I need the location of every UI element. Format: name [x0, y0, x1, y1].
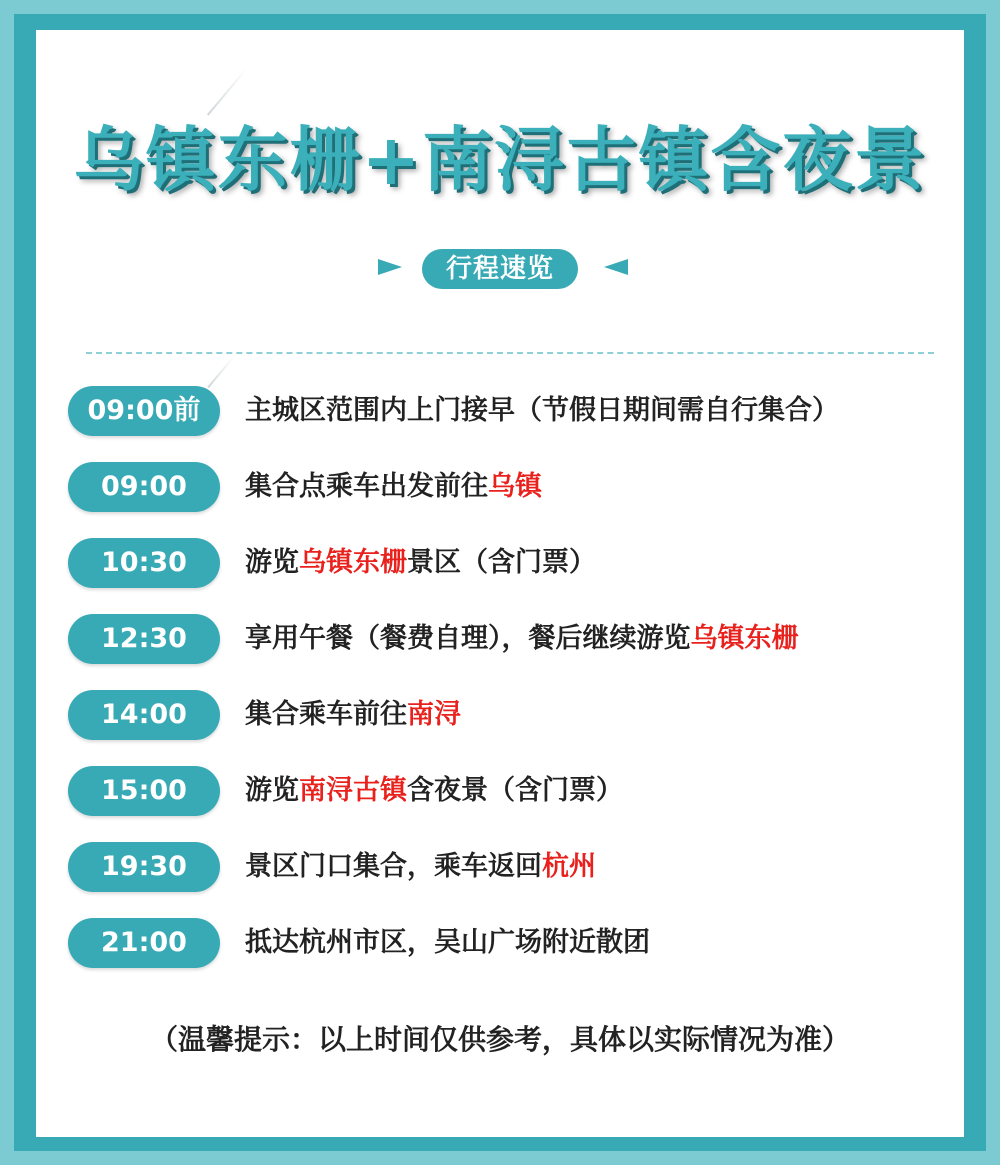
itinerary-description [245, 614, 799, 664]
section-title-badge: 行程速览 [422, 249, 578, 289]
itinerary-row [68, 462, 948, 512]
desc-text: 享用午餐（餐费自理），餐后继续游览 [245, 623, 691, 654]
dashed-divider [86, 352, 934, 354]
highlight-destination: 乌镇东栅 [690, 623, 799, 654]
highlight-destination: 乌镇东栅 [299, 547, 407, 578]
desc-text: 抵达杭州市区，吴山广场附近散团 [245, 927, 650, 958]
itinerary-description [245, 538, 596, 588]
itinerary-row [68, 690, 948, 740]
time-badge: 14:00 [68, 690, 220, 740]
itinerary-row [68, 386, 948, 436]
time-badge: 10:30 [68, 538, 220, 588]
highlight-destination: 乌镇 [488, 471, 542, 502]
itinerary-description [245, 462, 542, 512]
highlight-destination: 南浔古镇 [299, 775, 407, 806]
time-badge: 09:00 [68, 462, 220, 512]
time-badge: 12:30 [68, 614, 220, 664]
itinerary-description [245, 842, 596, 892]
desc-text: 景区（含门票） [407, 547, 596, 578]
itinerary-row [68, 614, 948, 664]
itinerary-description [245, 690, 461, 740]
itinerary-description [245, 386, 839, 436]
arrow-right-icon [378, 259, 402, 275]
desc-text: 集合点乘车出发前往 [245, 471, 488, 502]
arrow-left-icon [604, 259, 628, 275]
desc-text: 游览 [245, 775, 299, 806]
itinerary-row [68, 766, 948, 816]
itinerary-row [68, 842, 948, 892]
time-badge: 21:00 [68, 918, 220, 968]
itinerary-row [68, 538, 948, 588]
desc-text: 含夜景（含门票） [407, 775, 623, 806]
highlight-destination: 杭州 [542, 851, 596, 882]
desc-text: 游览 [245, 547, 299, 578]
itinerary-description [245, 766, 623, 816]
time-badge: 09:00前 [68, 386, 220, 436]
itinerary-row [68, 918, 948, 968]
section-header [0, 247, 1000, 291]
desc-text: 景区门口集合，乘车返回 [245, 851, 542, 882]
highlight-destination: 南浔 [407, 699, 461, 730]
itinerary-description [245, 918, 650, 968]
tip-note: （温馨提示：以上时间仅供参考，具体以实际情况为准） [149, 1023, 850, 1056]
page-title: 乌镇东栅+南浔古镇含夜景 [73, 118, 927, 201]
desc-text: 集合乘车前往 [245, 699, 407, 730]
time-badge: 15:00 [68, 766, 220, 816]
time-badge: 19:30 [68, 842, 220, 892]
desc-text: 主城区范围内上门接早（节假日期间需自行集合） [245, 395, 839, 426]
